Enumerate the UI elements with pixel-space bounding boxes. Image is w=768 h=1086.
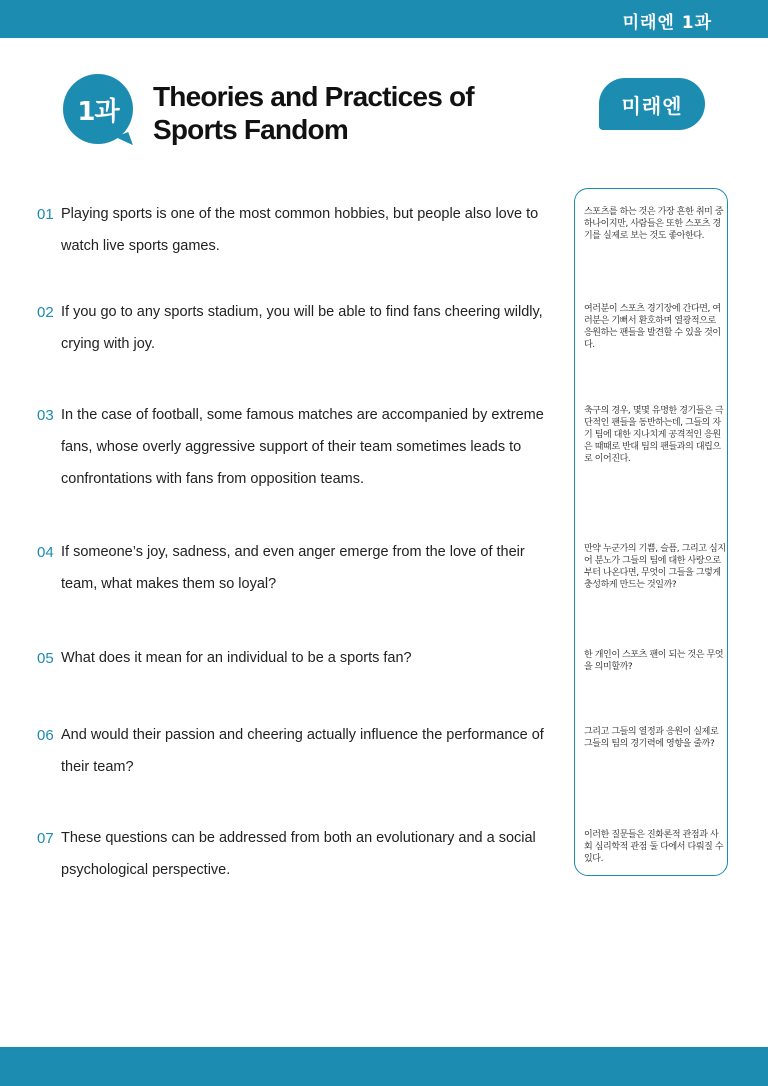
- sentence-text: And would their passion and cheering actually influence the performance of their team?: [61, 727, 544, 775]
- sentence-number: 02: [37, 304, 54, 321]
- header-brand: 미래엔 1과: [622, 13, 712, 33]
- sentence-number: 01: [37, 206, 54, 223]
- title-line-2: Sports Fandom: [153, 114, 348, 145]
- sentence-text: In the case of football, some famous matches are accompanied by extreme fans, whose overly aggressive support of their team sometimes leads to confrontations with fans from opposition teams.: [61, 407, 544, 487]
- page-title: [153, 80, 474, 146]
- top-bar: [0, 0, 768, 38]
- sentence-number: 05: [37, 650, 54, 667]
- translation-07: 이러한 질문들은 진화론적 관점과 사회 심리학적 관점 둘 다에서 다뤄질 수 있다.: [584, 830, 724, 864]
- translation-01: 스포츠를 하는 것은 가장 흔한 취미 중 하나이지만, 사람들은 또한 스포츠 경기를 실제로 보는 것도 좋아한다.: [584, 207, 724, 241]
- publisher-logo: 미래엔: [599, 78, 705, 130]
- title-line-1: Theories and Practices of: [153, 81, 474, 112]
- sentence-number: 07: [37, 830, 54, 847]
- sentence-text: These questions can be addressed from both an evolutionary and a social psychological perspective.: [61, 830, 536, 878]
- translation-02: 여러분이 스포츠 경기장에 간다면, 여러분은 기뻐서 환호하며 열광적으로 응원하는 팬들을 발견할 수 있을 것이다.: [584, 304, 721, 350]
- sentence-number: 03: [37, 407, 54, 424]
- sentence-text: If you go to any sports stadium, you will be able to find fans cheering wildly, crying with joy.: [61, 304, 543, 352]
- sentence-text: If someone’s joy, sadness, and even anger emerge from the love of their team, what makes them so loyal?: [61, 544, 525, 592]
- lesson-badge: 1과: [63, 74, 133, 144]
- translation-03: 축구의 경우, 몇몇 유명한 경기들은 극단적인 팬들을 동반하는데, 그들의 자기 팀에 대한 지나치게 공격적인 응원은 때때로 반대 팀의 팬들과의 대립으로 이어진다.: [584, 406, 724, 464]
- bottom-bar: [0, 1047, 768, 1086]
- sentence-number: 04: [37, 544, 54, 561]
- sentence-number: 06: [37, 727, 54, 744]
- translation-06: 그리고 그들의 열정과 응원이 실제로 그들의 팀의 경기력에 영향을 줄까?: [584, 727, 719, 749]
- translation-04: 만약 누군가의 기쁨, 슬픔, 그리고 심지어 분노가 그들의 팀에 대한 사랑으로부터 나온다면, 무엇이 그들을 그렇게 충성하게 만드는 것일까?: [584, 544, 726, 590]
- translation-panel: [574, 188, 728, 876]
- sentence-text: What does it mean for an individual to be a sports fan?: [61, 650, 412, 666]
- sentence-text: Playing sports is one of the most common hobbies, but people also love to watch live sports games.: [61, 206, 539, 254]
- translation-05: 한 개인이 스포츠 팬이 되는 것은 무엇을 의미할까?: [584, 650, 724, 672]
